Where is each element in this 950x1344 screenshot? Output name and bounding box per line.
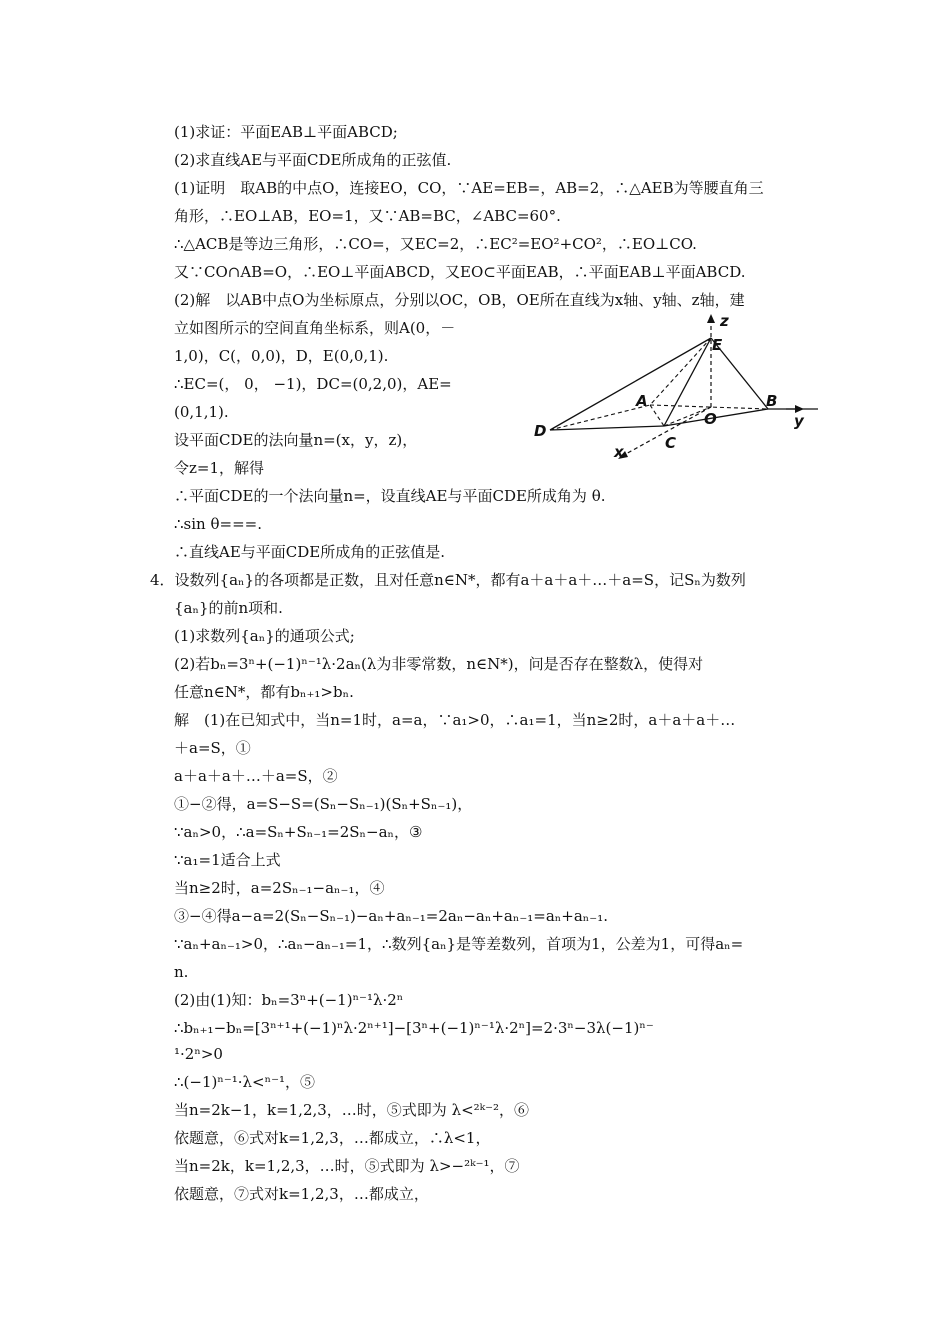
label-C: C — [665, 434, 677, 452]
label-D: D — [534, 422, 547, 440]
label-O: O — [704, 410, 717, 428]
solution-line-8: ∴平面CDE的一个法向量n=，设直线AE与平面CDE所成角为 θ. — [174, 487, 606, 505]
solution-line-7: 令z=1，解得 — [174, 459, 265, 477]
proof-line-2: 角形，∴EO⊥AB，EO=1，又∵AB=BC，∠ABC=60°. — [174, 207, 561, 225]
answer-line-6: ∵a₁=1适合上式 — [174, 851, 281, 869]
label-x: x — [614, 443, 624, 461]
answer-part2-line-4: ∴(−1)ⁿ⁻¹·λ<ⁿ⁻¹，⑤ — [174, 1073, 316, 1091]
solution-line-1: (2)解 以AB中点O为坐标原点，分别以OC，OB，OE所在直线为x轴、y轴、z轴，建 — [174, 291, 745, 309]
solution-line-3: 1,0)，C(，0,0)，D，E(0,0,1). — [174, 347, 389, 365]
answer-part2-line-8: 依题意，⑦式对k=1,2,3，…都成立， — [174, 1185, 429, 1203]
solution-line-2: 立如图所示的空间直角坐标系，则A(0，－ — [174, 319, 456, 337]
answer-part2-line-6: 依题意，⑥式对k=1,2,3，…都成立，∴λ<1， — [174, 1129, 491, 1147]
proof-line-3: ∴△ACB是等边三角形，∴CO=，又EC=2，∴EC²=EO²+CO²，∴EO⊥CO. — [174, 235, 697, 253]
label-y: y — [794, 412, 804, 430]
problem4-statement-2: {aₙ}的前n项和. — [174, 599, 283, 617]
answer-part2-line-7: 当n=2k，k=1,2,3，…时，⑤式即为 λ>−²ᵏ⁻¹，⑦ — [174, 1157, 520, 1175]
proof-line-1: (1)证明 取AB的中点O，连接EO，CO，∵AE=EB=，AB=2，∴△AEB为等腰直角三 — [174, 179, 764, 197]
problem4-part1-question: (1)求数列{aₙ}的通项公式; — [174, 627, 355, 645]
answer-part2-line-3: ¹·2ⁿ>0 — [174, 1045, 223, 1063]
edge-DA — [550, 405, 650, 430]
answer-line-1: 解 (1)在已知式中，当n=1时，a=a，∵a₁>0，∴a₁=1，当n≥2时，a＋a＋a＋… — [174, 711, 736, 729]
problem3-part2-question: (2)求直线AE与平面CDE所成角的正弦值. — [174, 151, 452, 169]
label-A: A — [636, 392, 648, 410]
answer-line-3: a＋a＋a＋…＋a=S，② — [174, 767, 338, 785]
solution-line-10: ∴直线AE与平面CDE所成角的正弦值是. — [174, 543, 446, 561]
problem4-statement-1: 4．设数列{aₙ}的各项都是正数，且对任意n∈N*，都有a＋a＋a＋…＋a=S，记Sₙ为数列 — [150, 571, 746, 589]
answer-line-4: ①−②得，a=S−S=(Sₙ−Sₙ₋₁)(Sₙ+Sₙ₋₁)， — [174, 795, 473, 813]
label-z: z — [720, 312, 729, 330]
answer-line-7: 当n≥2时，a=2Sₙ₋₁−aₙ₋₁，④ — [174, 879, 385, 897]
label-E: E — [712, 336, 723, 354]
edge-DC — [550, 426, 664, 430]
solution-line-5: (0,1,1). — [174, 403, 229, 421]
answer-part2-line-2: ∴bₙ₊₁−bₙ=[3ⁿ⁺¹+(−1)ⁿλ·2ⁿ⁺¹]−[3ⁿ+(−1)ⁿ⁻¹λ·2ⁿ]=2·3ⁿ−3λ(−1)ⁿ⁻ — [174, 1019, 654, 1037]
solution-line-4: ∴EC=(， 0， −1)，DC=(0,2,0)，AE= — [174, 375, 452, 393]
answer-line-2: ＋a=S，① — [174, 739, 251, 757]
z-axis-arrow-icon — [707, 314, 715, 323]
problem4-part2-question: (2)若bₙ=3ⁿ+(−1)ⁿ⁻¹λ·2aₙ(λ为非零常数，n∈N*)，问是否存在整数λ，使得对 — [174, 655, 704, 673]
answer-line-8: ③−④得a−a=2(Sₙ−Sₙ₋₁)−aₙ+aₙ₋₁=2aₙ−aₙ+aₙ₋₁=aₙ+aₙ₋₁. — [174, 907, 608, 925]
problem4-part2-question-cont: 任意n∈N*，都有bₙ₊₁>bₙ. — [174, 683, 354, 701]
label-B: B — [766, 392, 778, 410]
solution-line-9: ∴sin θ===. — [174, 515, 262, 533]
answer-line-9: ∵aₙ+aₙ₋₁>0，∴aₙ−aₙ₋₁=1，∴数列{aₙ}是等差数列，首项为1，公差为1，可得aₙ= — [174, 935, 744, 953]
answer-line-5: ∵aₙ>0，∴a=Sₙ+Sₙ₋₁=2Sₙ−aₙ，③ — [174, 823, 423, 841]
answer-line-10: n. — [174, 963, 189, 981]
pyramid-figure — [528, 310, 818, 470]
edge-AC — [650, 405, 664, 426]
problem3-part1-question: (1)求证：平面EAB⊥平面ABCD; — [174, 123, 398, 141]
answer-part2-line-1: (2)由(1)知：bₙ=3ⁿ+(−1)ⁿ⁻¹λ·2ⁿ — [174, 991, 404, 1009]
answer-part2-line-5: 当n=2k−1，k=1,2,3，…时，⑤式即为 λ<²ᵏ⁻²，⑥ — [174, 1101, 530, 1119]
solution-line-6: 设平面CDE的法向量n=(x，y，z)， — [174, 431, 418, 449]
proof-line-4: 又∵CO∩AB=O，∴EO⊥平面ABCD，又EO⊂平面EAB，∴平面EAB⊥平面ABCD. — [174, 263, 746, 281]
